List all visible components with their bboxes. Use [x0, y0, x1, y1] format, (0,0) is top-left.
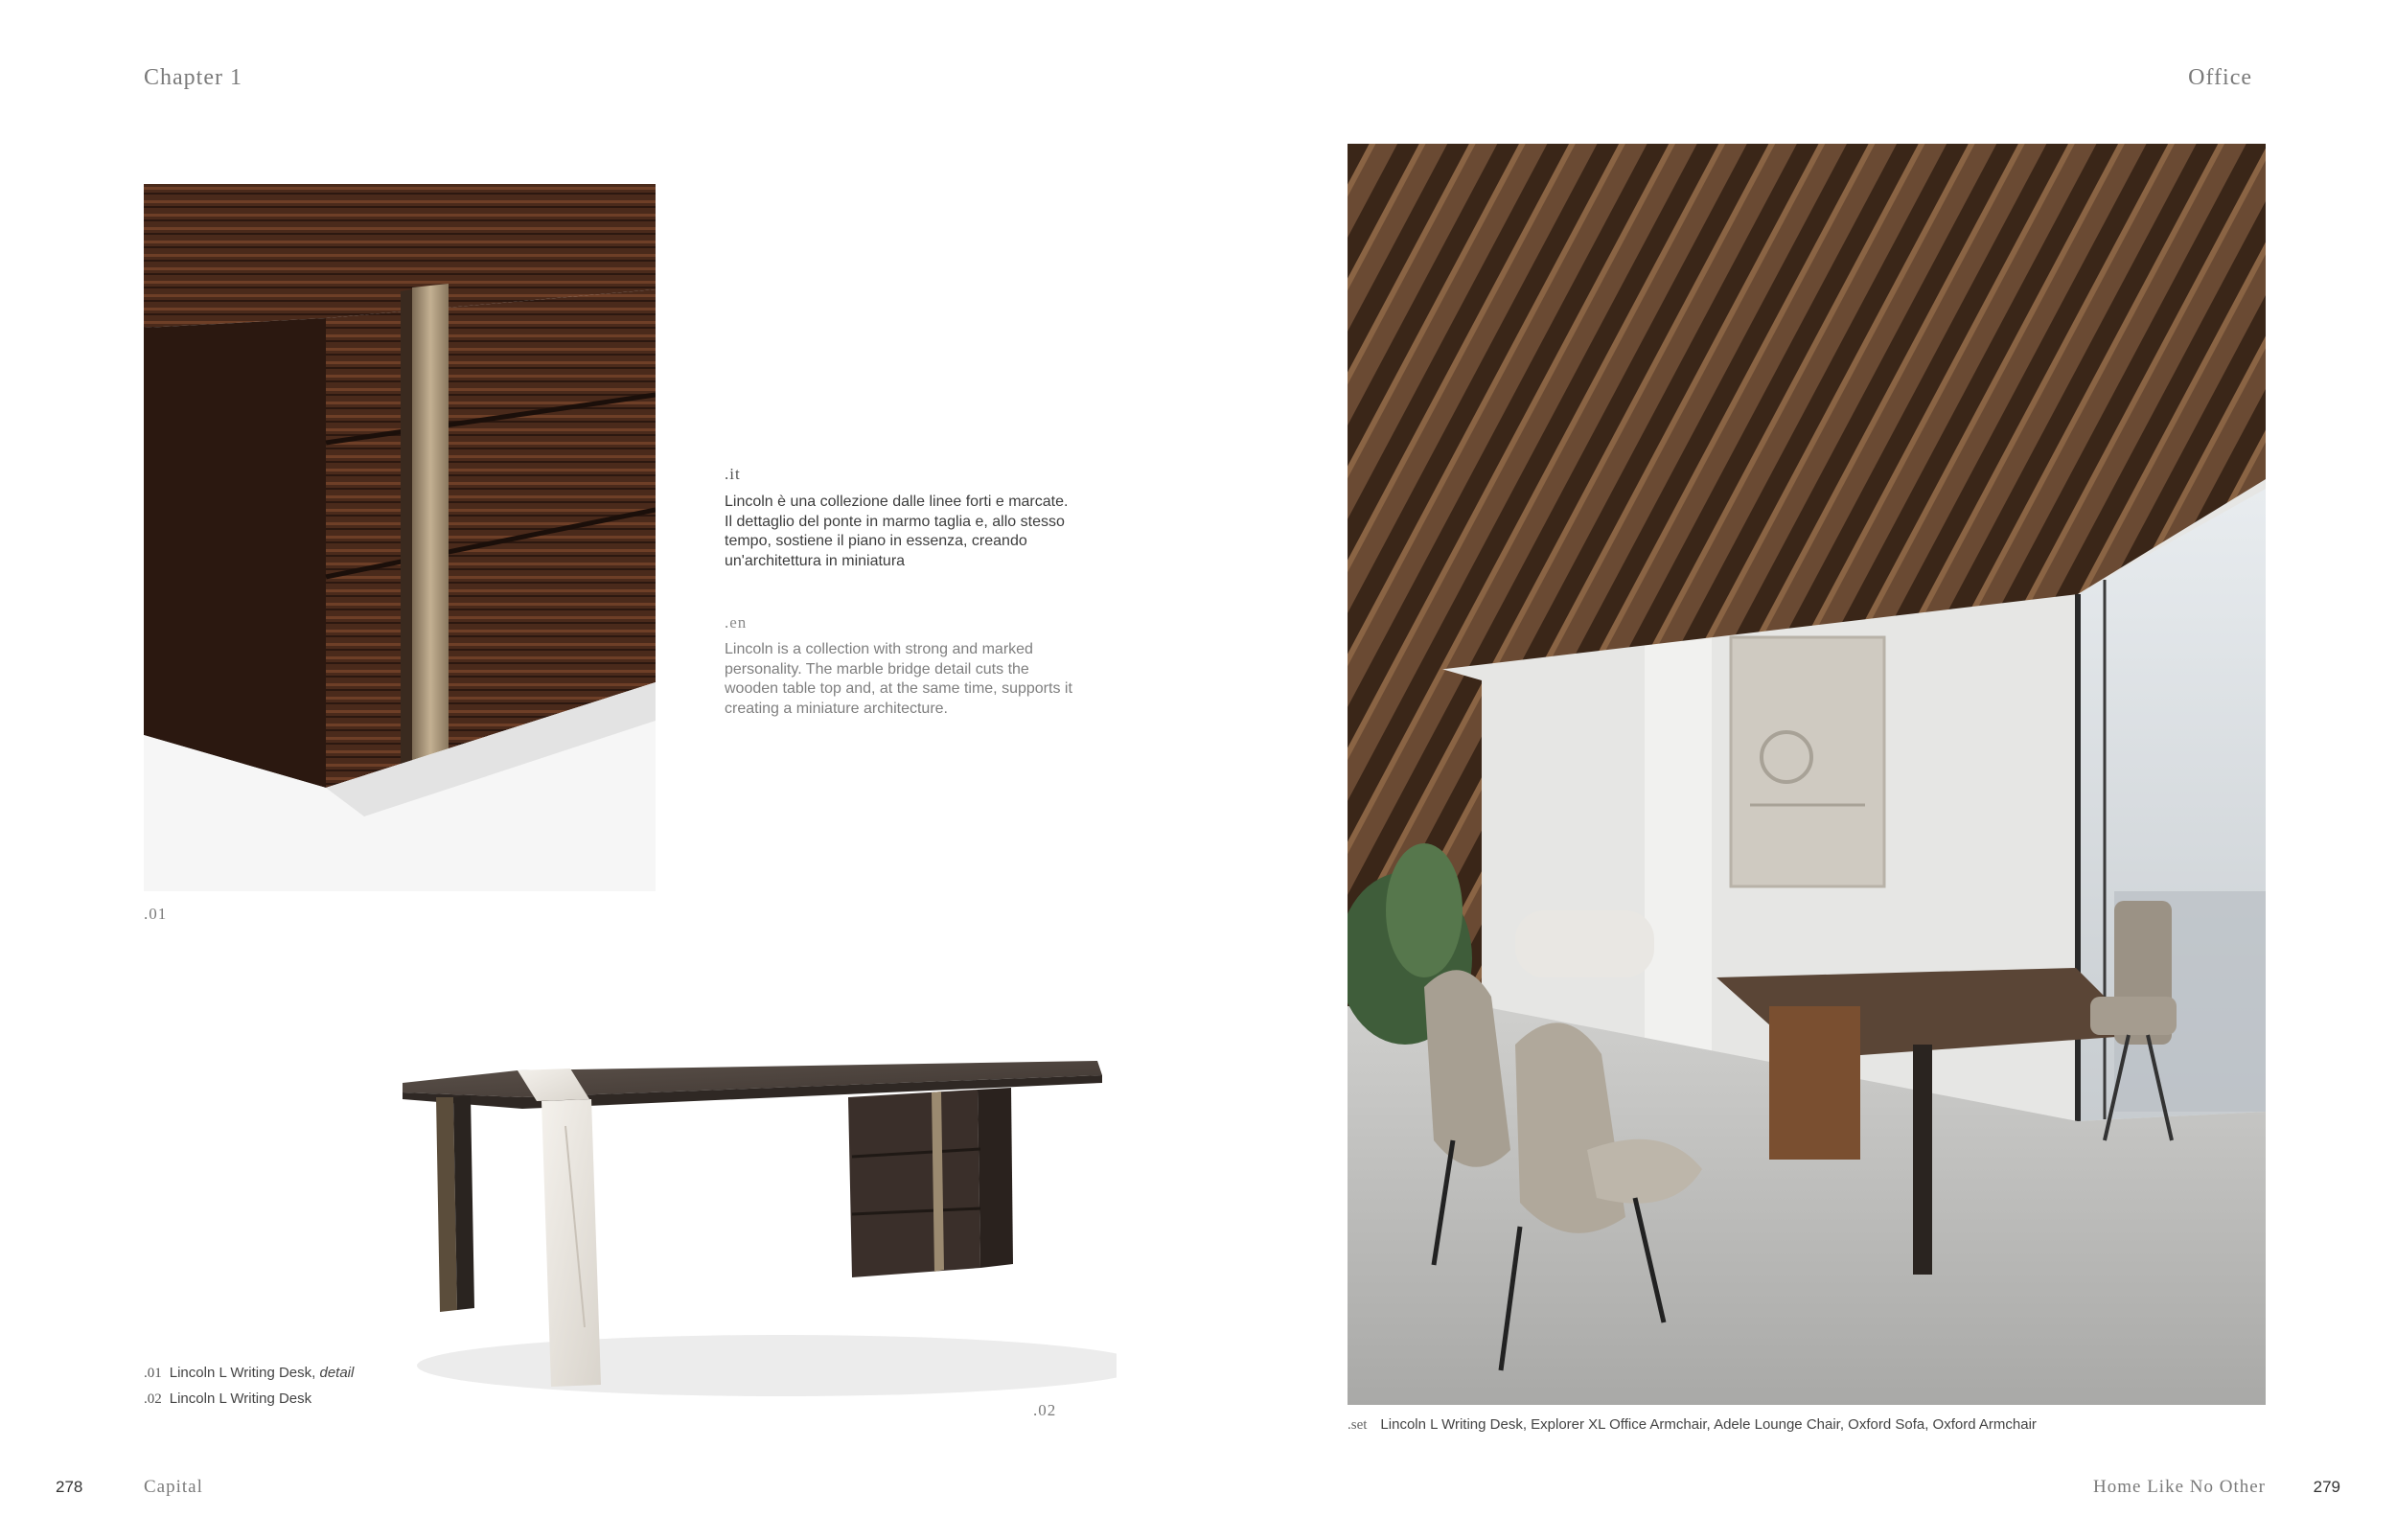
- description-it: Lincoln è una collezione dalle linee forti e marcate. Il dettaglio del ponte in marmo taglia e, allo stesso tempo, sostiene il piano in essenza, creando un'architettura in miniatura: [725, 494, 1069, 569]
- writing-desk-photo: [379, 1040, 1117, 1404]
- language-tag-en: .en: [725, 613, 748, 632]
- scene-caption-text: Lincoln L Writing Desk, Explorer XL Office Armchair, Adele Lounge Chair, Oxford Sofa, Oxford Armchair: [1380, 1416, 2037, 1433]
- scene-caption: [1348, 1416, 2037, 1434]
- caption-emphasis: detail: [319, 1365, 355, 1381]
- description-en: Lincoln is a collection with strong and marked personality. The marble bridge detail cuts the wooden table top and, at the same time, supports it creating a miniature architecture.: [725, 641, 1072, 717]
- language-tag-it: .it: [725, 465, 741, 483]
- figure-label-01: .01: [144, 905, 168, 923]
- page-number-left: 278: [56, 1478, 83, 1496]
- scene-caption-number: .set: [1348, 1417, 1368, 1433]
- caption-text: Lincoln L Writing Desk: [169, 1391, 312, 1407]
- drawer-detail-photo: [144, 184, 656, 891]
- office-scene-photo: [1348, 144, 2266, 1405]
- caption-02: [144, 1391, 311, 1408]
- brand-name: Capital: [144, 1477, 203, 1497]
- caption-number: .01: [144, 1366, 162, 1381]
- figure-label-02: .02: [1033, 1401, 1057, 1419]
- section-title: Office: [2188, 65, 2252, 90]
- chapter-title: Chapter 1: [144, 65, 242, 90]
- page-number-right: 279: [2313, 1478, 2340, 1496]
- caption-text: Lincoln L Writing Desk,: [169, 1365, 320, 1381]
- caption-01: [144, 1365, 354, 1382]
- brand-tagline: Home Like No Other: [2093, 1477, 2266, 1497]
- caption-number: .02: [144, 1391, 162, 1407]
